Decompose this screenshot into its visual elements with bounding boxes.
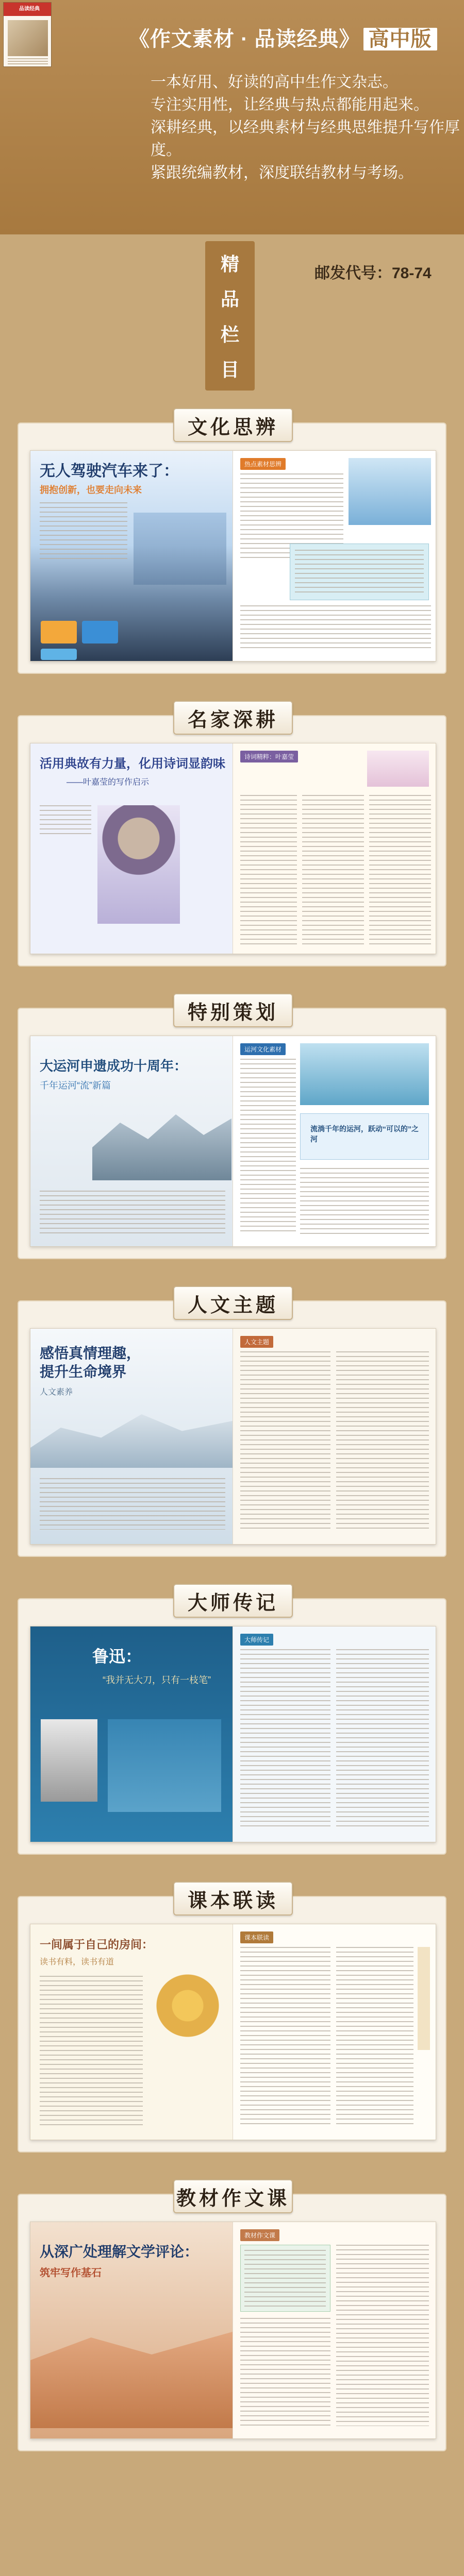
article-column-2 <box>336 1351 429 1532</box>
article-subtitle: 人文素养 <box>40 1388 73 1397</box>
blue-ink-background <box>108 1719 221 1812</box>
section-master-biography <box>18 1592 446 1855</box>
postal-code: 邮发代号：78-74 <box>314 265 432 282</box>
side-label-char: 品 <box>220 289 239 310</box>
article-column-1 <box>240 1351 330 1532</box>
article-column-3 <box>369 795 431 944</box>
magazine-cover-thumbnail[interactable] <box>3 2 52 67</box>
article-column-2 <box>336 1947 413 2127</box>
spread-left-page <box>30 743 233 954</box>
skyline-image <box>134 513 226 585</box>
article-title: 感悟真情理趣，提升生命境界 <box>40 1345 141 1380</box>
article-subtitle: ——叶嘉莹的写作启示 <box>67 778 150 787</box>
section-tag: 大师传记 <box>173 1584 293 1618</box>
featured-columns-label <box>205 241 255 391</box>
cover-text-lines <box>8 58 48 64</box>
side-note-strip <box>418 1947 430 2050</box>
section-chip: 人文主题 <box>240 1336 273 1348</box>
article-body-lines <box>300 1168 429 1234</box>
cover-title: 品读经典 <box>19 6 40 12</box>
spread-right-page <box>233 1626 436 1842</box>
slogan-line: 一本好用、好读的高中生作文杂志。 <box>151 74 398 91</box>
cover-image <box>8 20 48 56</box>
spread-left-page <box>30 1329 233 1544</box>
section-chip: 诗词精粹：叶嘉莹 <box>240 751 298 762</box>
section-tag: 教材作文课 <box>173 2179 293 2213</box>
slogan-line: 专注实用性，让经典与热点都能用起来。 <box>151 96 429 113</box>
article-title: 鲁迅： <box>92 1647 142 1666</box>
magazine-spread[interactable] <box>30 743 436 954</box>
slogan-line: 紧跟统编教材，深度联结教材与考场。 <box>151 164 413 181</box>
article-column-1 <box>240 795 297 944</box>
canal-photo <box>300 1043 429 1105</box>
section-textbook-reading <box>18 1890 446 2153</box>
article-column-1 <box>240 1059 296 1234</box>
flower-illustration <box>367 751 429 787</box>
article-subtitle: 拥抱创新，也要走向未来 <box>40 485 142 495</box>
canal-landscape-painting <box>92 1098 231 1180</box>
section-tag: 课本联读 <box>173 1882 293 1916</box>
section-tag: 文化思辨 <box>173 408 293 442</box>
lu-xun-portrait <box>41 1719 97 1802</box>
article-body-lines <box>40 1191 225 1237</box>
article-subtitle: 读书有料，读书有道 <box>40 1958 114 1967</box>
side-label-char: 精 <box>220 253 239 275</box>
spread-left-page <box>30 1626 233 1842</box>
article-column-1 <box>240 1649 330 1829</box>
car-photo <box>349 458 431 525</box>
spread-right-page <box>233 1924 436 2140</box>
spread-left-page <box>30 1924 233 2140</box>
article-title: 无人驾驶汽车来了： <box>40 463 179 480</box>
slogan-line: 深耕经典，以经典素材与经典思维提升写作厚度。 <box>151 119 460 159</box>
side-label-char: 目 <box>220 359 239 380</box>
magazine-title-main: 《作文素材 · 品读经典》 <box>129 28 360 50</box>
article-title: 从深广处理解文学评论： <box>40 2244 199 2260</box>
article-body-lines <box>40 502 127 559</box>
article-title: 活用典故有力量，化用诗词显韵味 <box>40 757 225 771</box>
info-card-blue <box>82 621 118 643</box>
spread-right-page <box>233 1036 436 1246</box>
article-subtitle: “我并无大刀，只有一枝笔” <box>103 1675 211 1685</box>
section-chip: 运河文化素材 <box>240 1043 286 1055</box>
article-column-1 <box>240 2318 330 2426</box>
article-subtitle: 千年运河“流”新篇 <box>40 1080 111 1091</box>
slogan-list <box>151 71 460 184</box>
magazine-spread[interactable] <box>30 1036 436 1247</box>
info-card-small <box>41 649 77 660</box>
article-title: 大运河申遗成功十周年： <box>40 1058 188 1074</box>
magazine-spread[interactable] <box>30 1626 436 1842</box>
article-body-lines <box>40 805 91 836</box>
spread-right-page <box>233 743 436 954</box>
info-card-orange <box>41 621 77 643</box>
section-culture-debate <box>18 416 446 674</box>
flower-illustration <box>149 1971 226 2058</box>
spread-left-page <box>30 1036 233 1246</box>
magazine-spread[interactable] <box>30 450 436 662</box>
article-column-2 <box>336 2245 429 2426</box>
portrait-photo <box>97 805 180 924</box>
section-master-study <box>18 709 446 967</box>
caption-text: 流淌千年的运河，跃动“可以的”之河 <box>310 1125 419 1143</box>
spread-left-page <box>30 2222 233 2438</box>
section-chip: 热点素材思辨 <box>240 458 286 470</box>
magazine-spread[interactable] <box>30 2222 436 2439</box>
highlight-text-lines <box>295 550 424 595</box>
header-banner <box>0 0 464 234</box>
side-label-char: 栏 <box>220 324 239 345</box>
spread-left-page <box>30 451 233 661</box>
magazine-spread[interactable] <box>30 1924 436 2140</box>
section-textbook-writing <box>18 2188 446 2451</box>
spread-right-page <box>233 451 436 661</box>
article-body-lines <box>40 1478 225 1530</box>
article-column-2 <box>302 795 364 944</box>
snow-mountain-image <box>30 1401 233 1468</box>
article-column-2 <box>336 1649 429 1829</box>
spread-right-page <box>233 2222 436 2438</box>
autumn-landscape-image <box>30 2315 233 2428</box>
magazine-spread[interactable] <box>30 1328 436 1545</box>
spread-right-page <box>233 1329 436 1544</box>
section-special-feature <box>18 1002 446 1259</box>
magazine-edition-badge: 高中版 <box>363 28 437 50</box>
section-chip: 教材作文课 <box>240 2229 279 2241</box>
article-title: 一间属于自己的房间： <box>40 1938 154 1951</box>
article-body-lines <box>40 1976 143 2125</box>
article-body-lines <box>240 605 431 652</box>
section-chip: 课本联读 <box>240 1931 273 1943</box>
article-column-1 <box>240 1947 330 2127</box>
tip-text-lines <box>244 2250 326 2307</box>
section-tag: 人文主题 <box>173 1286 293 1320</box>
section-tag: 特别策划 <box>173 993 293 1027</box>
article-subtitle: 筑牢写作基石 <box>40 2267 102 2279</box>
section-chip: 大师传记 <box>240 1634 273 1646</box>
section-tag: 名家深耕 <box>173 701 293 735</box>
magazine-title <box>129 23 437 52</box>
section-humanities <box>18 1294 446 1557</box>
